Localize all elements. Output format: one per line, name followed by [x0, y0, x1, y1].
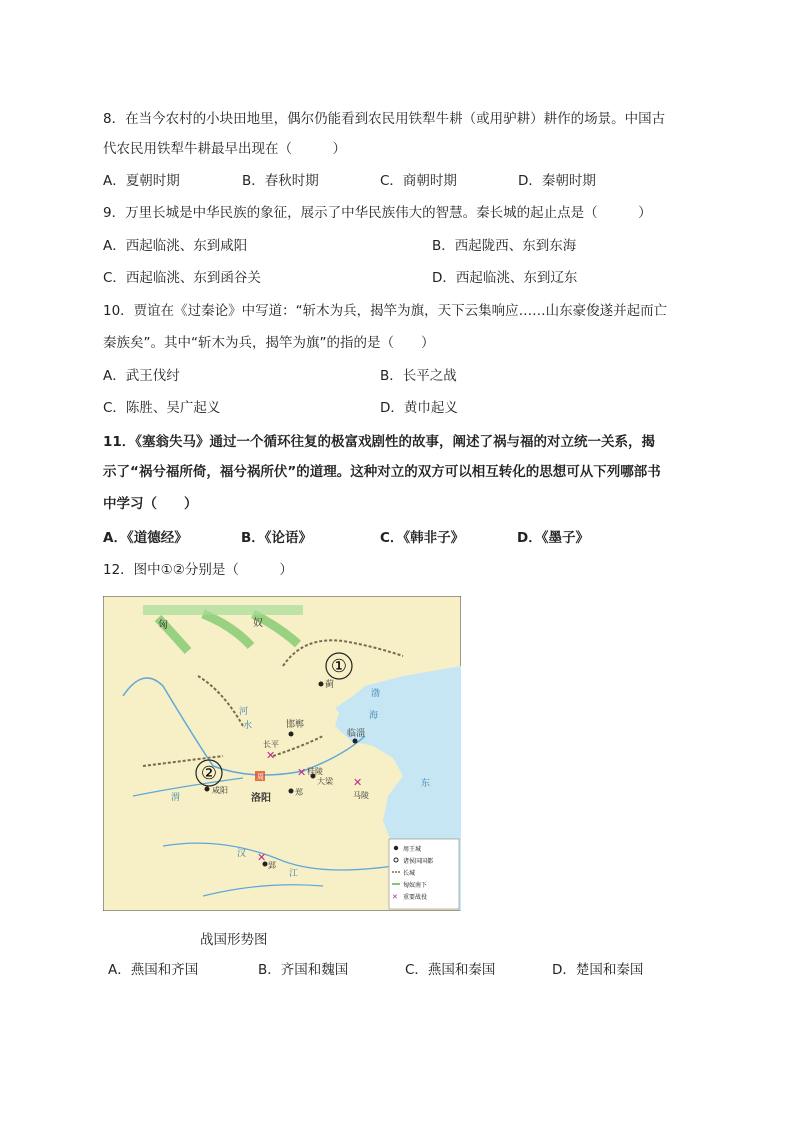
- map-legend: [389, 839, 459, 909]
- q9-option-d: D．西起临洮、东到辽东: [432, 270, 578, 286]
- label-river-shui: 水: [243, 721, 253, 731]
- q8-stem-line1: 8．在当今农村的小块田地里，偶尔仍能看到农民用铁犁牛耕（或用驴耕）耕作的场景。中国古: [103, 111, 666, 127]
- city-dot-zheng: [289, 789, 294, 794]
- label-river-jiang: 江: [289, 869, 299, 879]
- q9-stem: 9．万里长城是中华民族的象征，展示了中华民族伟大的智慧。秦长城的起止点是（ ）: [103, 205, 652, 221]
- marker-2: ②: [200, 763, 218, 784]
- legend-item-1: 诸侯国国都: [403, 858, 434, 865]
- label-sea-dong: 东: [421, 779, 431, 789]
- label-river-han: 汉: [237, 849, 247, 859]
- label-guiling: 桂陵: [307, 767, 323, 776]
- q9-option-a: A．西起临洮、东到咸阳: [103, 238, 248, 254]
- q11-option-b: B．《论语》: [241, 530, 313, 546]
- q11-option-a: A．《道德经》: [103, 530, 188, 546]
- label-xianyang: 咸阳: [212, 786, 228, 795]
- legend-item-0: 周王城: [403, 846, 422, 853]
- label-handan: 邯郸: [286, 720, 305, 730]
- label-zheng: 郑: [295, 788, 303, 797]
- label-river-wei: 渭: [171, 793, 181, 803]
- warring-states-map: [103, 596, 461, 911]
- q8-option-d: D．秦朝时期: [518, 173, 596, 189]
- q11-stem-line3: 中学习（ ）: [103, 496, 198, 512]
- label-sea-hai: 海: [369, 711, 379, 721]
- q10-option-c: C．陈胜、吴广起义: [103, 400, 221, 416]
- city-dot-xianyang: [205, 787, 210, 792]
- q10-option-b: B．长平之战: [380, 368, 457, 384]
- label-daliang: 大梁: [317, 777, 333, 786]
- city-dot-ji: [319, 682, 324, 687]
- q11-option-d: D．《墨子》: [517, 530, 589, 546]
- legend-item-4: 重要战役: [403, 894, 428, 901]
- label-xiongnu-2: 奴: [253, 618, 263, 629]
- svg-text:✕: ✕: [392, 893, 398, 901]
- label-xiongnu-1: 匈: [158, 620, 168, 631]
- label-ying: 郢: [268, 861, 276, 870]
- q12-option-c: C．燕国和秦国: [405, 962, 496, 978]
- label-linzi: 临淄: [347, 729, 366, 739]
- legend-item-3: 匈奴南下: [403, 882, 428, 889]
- label-ji: 蓟: [325, 680, 335, 690]
- label-changping: 长平: [263, 740, 279, 749]
- label-luoyang: 洛阳: [251, 793, 271, 804]
- label-maling: 马陵: [353, 791, 369, 800]
- marker-1: ①: [330, 656, 348, 677]
- map-caption: 战国形势图: [200, 932, 268, 948]
- q12-stem: 12．图中①②分别是（ ）: [103, 562, 293, 578]
- q11-stem-line1: 11．《塞翁失马》通过一个循环往复的极富戏剧性的故事，阐述了祸与福的对立统一关系，揭: [103, 434, 656, 450]
- q10-option-a: A．武王伐纣: [103, 368, 180, 384]
- q8-option-a: A．夏朝时期: [103, 173, 180, 189]
- city-dot-linzi: [353, 739, 358, 744]
- battle-ying-mark: ✕: [257, 851, 267, 864]
- q8-stem-line2: 代农民用铁犁牛耕最早出现在（ ）: [103, 141, 346, 157]
- label-river-he: 河: [239, 707, 249, 717]
- q11-option-c: C．《韩非子》: [380, 530, 465, 546]
- label-sea-bo: 渤: [371, 689, 381, 699]
- city-dot-handan: [289, 732, 294, 737]
- q10-stem-line2: 秦族矣”。其中“斩木为兵，揭竿为旗”的指的是（ ）: [103, 335, 435, 351]
- q9-option-c: C．西起临洮、东到函谷关: [103, 270, 261, 286]
- q12-option-d: D．楚国和秦国: [552, 962, 644, 978]
- q8-option-c: C．商朝时期: [380, 173, 457, 189]
- q12-option-a: A．燕国和齐国: [108, 962, 199, 978]
- q10-stem-line1: 10．贾谊在《过秦论》中写道：“斩木为兵，揭竿为旗，天下云集响应……山东豪俊遂并起而亡: [103, 303, 668, 319]
- q12-option-b: B．齐国和魏国: [258, 962, 349, 978]
- legend-item-2: 长城: [403, 870, 416, 877]
- label-zhou: 周: [257, 773, 264, 781]
- battle-changping-mark: ✕: [266, 749, 276, 762]
- q8-option-b: B．春秋时期: [242, 173, 319, 189]
- battle-maling-mark: ✕: [353, 776, 363, 789]
- q11-stem-line2: 示了“祸兮福所倚，福兮祸所伏”的道理。这种对立的双方可以相互转化的思想可从下列哪部书: [103, 464, 661, 480]
- q9-option-b: B．西起陇西、东到东海: [432, 238, 577, 254]
- q10-option-d: D．黄巾起义: [380, 400, 458, 416]
- battle-guiling-mark: ✕: [297, 766, 307, 779]
